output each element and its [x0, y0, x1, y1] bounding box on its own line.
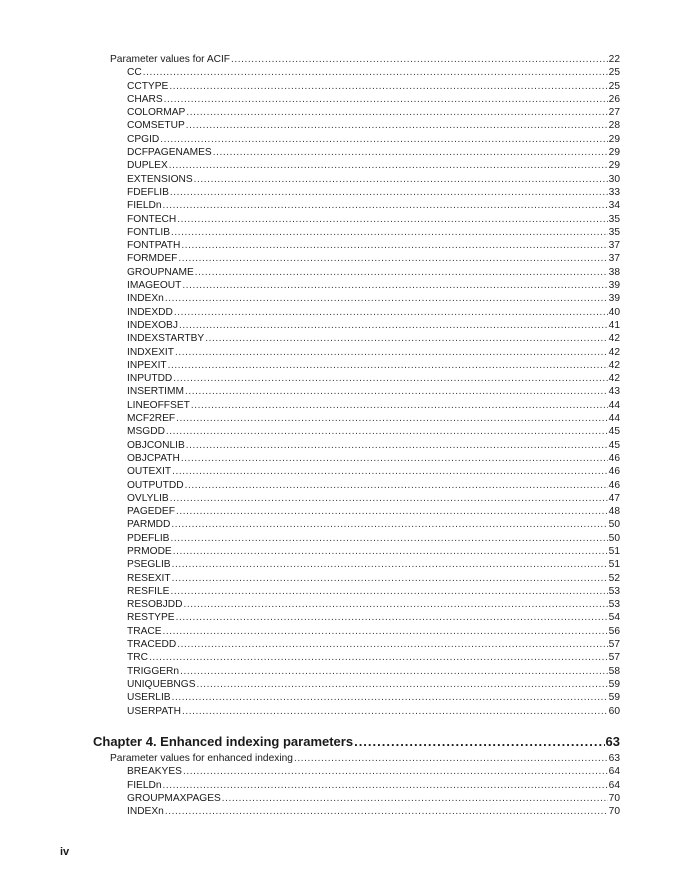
- toc-entry-label: DCFPAGENAMES: [127, 147, 212, 159]
- toc-entry[interactable]: [110, 133, 620, 146]
- toc-entry[interactable]: [110, 705, 620, 718]
- toc-entry[interactable]: [110, 625, 620, 638]
- toc-entry-label: RESOBJDD: [127, 599, 183, 611]
- toc-entry-page: 53: [608, 599, 620, 611]
- dot-leader: [197, 678, 608, 691]
- dot-leader: [149, 651, 608, 664]
- toc-entry[interactable]: [110, 518, 620, 531]
- dot-leader: [177, 213, 607, 226]
- toc-entry[interactable]: [110, 146, 620, 159]
- chapter-title: Chapter 4. Enhanced indexing parameters: [93, 734, 354, 749]
- toc-entry-page: 44: [608, 399, 620, 411]
- toc-entry-label: FONTECH: [127, 213, 177, 225]
- toc-entry-label: CHARS: [127, 93, 163, 105]
- toc-entry-page: 64: [608, 779, 620, 791]
- dot-leader: [191, 399, 608, 412]
- dot-leader: [163, 199, 608, 212]
- dot-leader: [183, 598, 607, 611]
- toc-entry-page: 37: [608, 240, 620, 252]
- toc-entry-label: OUTEXIT: [127, 466, 172, 478]
- toc-entry-page: 53: [608, 585, 620, 597]
- toc-entry[interactable]: [110, 292, 620, 305]
- toc-entry-label: CCTYPE: [127, 80, 169, 92]
- toc-entry[interactable]: [110, 80, 620, 93]
- toc-entry[interactable]: [110, 532, 620, 545]
- toc-entry[interactable]: [110, 558, 620, 571]
- toc-entry[interactable]: [110, 598, 620, 611]
- toc-entry-label: OBJCONLIB: [127, 439, 185, 451]
- toc-entry-page: 34: [608, 200, 620, 212]
- dot-leader: [222, 792, 608, 805]
- toc-entry-label: CC: [127, 67, 142, 79]
- toc-entry-label: PRMODE: [127, 545, 172, 557]
- toc-entry-page: 57: [608, 652, 620, 664]
- dot-leader: [176, 412, 608, 425]
- toc-entry-label: OUTPUTDD: [127, 479, 184, 491]
- toc-entry-page: 45: [608, 426, 620, 438]
- toc-entry-page: 37: [608, 253, 620, 265]
- toc-entry-page: 29: [608, 133, 620, 145]
- toc-entry[interactable]: [110, 779, 620, 792]
- toc-entry-label: USERLIB: [127, 692, 171, 704]
- toc-entry-page: 50: [608, 532, 620, 544]
- dot-leader: [185, 479, 608, 492]
- toc-entry[interactable]: [110, 119, 620, 132]
- toc-entry-label: FONTLIB: [127, 226, 171, 238]
- toc-section-heading[interactable]: [110, 53, 620, 66]
- toc-entry-page: 42: [608, 346, 620, 358]
- toc-entry-label: INDEXSTARTBY: [127, 333, 205, 345]
- toc-entry[interactable]: [110, 452, 620, 465]
- toc-entry[interactable]: [110, 66, 620, 79]
- toc-entry-label: COMSETUP: [127, 120, 185, 132]
- toc-entry-page: 48: [608, 506, 620, 518]
- dot-leader: [174, 306, 608, 319]
- toc-entry-page: 30: [608, 173, 620, 185]
- toc-entry-label: RESTYPE: [127, 612, 175, 624]
- dot-leader: [171, 518, 607, 531]
- toc-entry-page: 51: [608, 559, 620, 571]
- dot-leader: [160, 133, 607, 146]
- toc-entry-page: 45: [608, 439, 620, 451]
- toc-entry-label: GROUPMAXPAGES: [127, 792, 221, 804]
- toc-entry-label: INSERTIMM: [127, 386, 184, 398]
- toc-entry[interactable]: [110, 399, 620, 412]
- toc-entry-page: 51: [608, 545, 620, 557]
- toc-entry-page: 29: [608, 147, 620, 159]
- dot-leader: [294, 752, 608, 765]
- toc-entry-label: DUPLEX: [127, 160, 168, 172]
- dot-leader: [172, 465, 608, 478]
- dot-leader: [169, 80, 607, 93]
- toc-entry-page: 57: [608, 639, 620, 651]
- toc-entry-page: 43: [608, 386, 620, 398]
- toc-entry[interactable]: [110, 492, 620, 505]
- dot-leader: [173, 372, 607, 385]
- dot-leader: [181, 452, 608, 465]
- toc-entry[interactable]: [110, 792, 620, 805]
- toc-entry[interactable]: [110, 372, 620, 385]
- toc-entry[interactable]: [110, 439, 620, 452]
- toc-entry-page: 38: [608, 266, 620, 278]
- toc-entry[interactable]: [110, 425, 620, 438]
- toc-entry-label: FIELDn: [127, 200, 162, 212]
- toc-entry-label: MSGDD: [127, 426, 165, 438]
- toc-entry-label: PARMDD: [127, 519, 171, 531]
- toc-entry[interactable]: [110, 479, 620, 492]
- toc-entry-page: 64: [608, 766, 620, 778]
- toc-entry-label: RESFILE: [127, 585, 170, 597]
- dot-leader: [172, 572, 608, 585]
- toc-entry[interactable]: [110, 279, 620, 292]
- dot-leader: [185, 385, 608, 398]
- page-number: iv: [60, 846, 70, 858]
- dot-leader: [175, 346, 608, 359]
- toc-entry-label: TRC: [127, 652, 148, 664]
- toc-entry-page: 46: [608, 466, 620, 478]
- toc-entry[interactable]: [110, 572, 620, 585]
- toc-entry[interactable]: [110, 159, 620, 172]
- toc-entry[interactable]: [110, 359, 620, 372]
- dot-leader: [170, 186, 608, 199]
- dot-leader: [173, 545, 608, 558]
- toc-entry[interactable]: [110, 638, 620, 651]
- toc-entry-page: 39: [608, 280, 620, 292]
- toc-entry[interactable]: [110, 332, 620, 345]
- dot-leader: [195, 266, 608, 279]
- toc-entry[interactable]: [110, 665, 620, 678]
- dot-leader: [181, 239, 607, 252]
- toc-entry-label: CPGID: [127, 133, 160, 145]
- toc-entry-page: 56: [608, 625, 620, 637]
- dot-leader: [170, 492, 608, 505]
- toc-entry-page: 63: [608, 753, 620, 764]
- toc-entry-label: MCF2REF: [127, 413, 176, 425]
- toc-entry[interactable]: [110, 346, 620, 359]
- toc-entry-page: 47: [608, 492, 620, 504]
- dot-leader: [186, 106, 607, 119]
- toc-entry-label: EXTENSIONS: [127, 173, 193, 185]
- toc-entry-label: PDEFLIB: [127, 532, 170, 544]
- dot-leader: [165, 292, 608, 305]
- toc-entry[interactable]: [110, 173, 620, 186]
- toc-entry-page: 33: [608, 186, 620, 198]
- toc-entry-page: 46: [608, 479, 620, 491]
- toc-entry-page: 40: [608, 306, 620, 318]
- toc-chapter-4: [93, 731, 620, 818]
- toc-entry-page: 29: [608, 160, 620, 172]
- dot-leader: [182, 279, 607, 292]
- toc-entry-page: 28: [608, 120, 620, 132]
- toc-entry-label: INDEXn: [127, 806, 164, 818]
- toc-entry[interactable]: [110, 319, 620, 332]
- toc-entry-label: INDXEXIT: [127, 346, 174, 358]
- toc-entry[interactable]: [110, 226, 620, 239]
- toc-entry[interactable]: [110, 465, 620, 478]
- toc-entry-label: FORMDEF: [127, 253, 178, 265]
- toc-entry-page: 70: [608, 806, 620, 818]
- dot-leader: [205, 332, 607, 345]
- dot-leader: [177, 638, 607, 651]
- toc-entry[interactable]: [110, 678, 620, 691]
- toc-entry-label: OBJCPATH: [127, 452, 180, 464]
- dot-leader: [179, 319, 608, 332]
- chapter-page: 63: [605, 734, 620, 749]
- dot-leader: [180, 665, 608, 678]
- toc-entry-label: INDEXn: [127, 293, 164, 305]
- toc-entry-label: GROUPNAME: [127, 266, 194, 278]
- toc-entry[interactable]: [110, 213, 620, 226]
- toc-entry-page: 59: [608, 678, 620, 690]
- toc-entry-label: Parameter values for enhanced indexing: [110, 753, 293, 764]
- toc-entry-page: 54: [608, 612, 620, 624]
- toc-entry[interactable]: [110, 412, 620, 425]
- toc-entry[interactable]: [110, 385, 620, 398]
- toc-entry-label: TRACEDD: [127, 639, 177, 651]
- dot-leader: [172, 558, 608, 571]
- dot-leader: [166, 425, 608, 438]
- toc-entry-page: 59: [608, 692, 620, 704]
- toc-entry-page: 39: [608, 293, 620, 305]
- toc-entry-page: 25: [608, 80, 620, 92]
- toc-entry-page: 41: [608, 319, 620, 331]
- dot-leader: [143, 66, 608, 79]
- dot-leader: [164, 93, 608, 106]
- toc-entry-label: INPUTDD: [127, 373, 173, 385]
- toc-entry-label: INDEXOBJ: [127, 319, 178, 331]
- toc-entry-label: RESEXIT: [127, 572, 171, 584]
- dot-leader: [168, 359, 608, 372]
- toc-entry-label: BREAKYES: [127, 766, 182, 778]
- toc-entry[interactable]: [110, 651, 620, 664]
- toc-entry-label: INDEXDD: [127, 306, 173, 318]
- toc-entry-label: TRIGGERn: [127, 665, 180, 677]
- toc-entry-page: 27: [608, 107, 620, 119]
- toc-entry-page: 42: [608, 333, 620, 345]
- dot-leader: [170, 585, 607, 598]
- dot-leader: [183, 765, 608, 778]
- toc-entry-page: 46: [608, 452, 620, 464]
- toc-entry-label: INPEXIT: [127, 359, 167, 371]
- toc-entry[interactable]: [110, 306, 620, 319]
- toc-entry[interactable]: [110, 765, 620, 778]
- toc-entry-label: IMAGEOUT: [127, 280, 182, 292]
- toc-entry-page: 22: [608, 54, 620, 65]
- toc-entry-label: PAGEDEF: [127, 506, 175, 518]
- dot-leader: [182, 705, 608, 718]
- toc-entry-label: FIELDn: [127, 779, 162, 791]
- toc-entry-page: 42: [608, 373, 620, 385]
- toc-entry-page: 52: [608, 572, 620, 584]
- dot-leader: [213, 146, 608, 159]
- toc-entry-label: PSEGLIB: [127, 559, 171, 571]
- dot-leader: [171, 226, 608, 239]
- toc-entry[interactable]: [110, 93, 620, 106]
- toc-entry-label: TRACE: [127, 625, 162, 637]
- toc-section-heading[interactable]: [93, 752, 620, 765]
- toc-entry-page: 35: [608, 213, 620, 225]
- toc-entry-label: UNIQUEBNGS: [127, 678, 196, 690]
- toc-entry[interactable]: [110, 611, 620, 624]
- dot-leader: [354, 731, 604, 752]
- toc-entry-page: 26: [608, 93, 620, 105]
- toc-entry[interactable]: [110, 585, 620, 598]
- dot-leader: [172, 691, 608, 704]
- toc-acif-section: [110, 53, 620, 718]
- toc-entry[interactable]: [110, 266, 620, 279]
- toc-entry-label: OVLYLIB: [127, 492, 169, 504]
- dot-leader: [163, 625, 608, 638]
- toc-entry-label: COLORMAP: [127, 107, 186, 119]
- toc-entry[interactable]: [110, 691, 620, 704]
- toc-entry[interactable]: [110, 545, 620, 558]
- toc-entry-label: FDEFLIB: [127, 186, 169, 198]
- dot-leader: [170, 532, 607, 545]
- dot-leader: [176, 505, 608, 518]
- toc-entry[interactable]: [110, 199, 620, 212]
- toc-entry-page: 50: [608, 519, 620, 531]
- toc-entry-page: 42: [608, 359, 620, 371]
- toc-entry-page: 25: [608, 67, 620, 79]
- dot-leader: [169, 159, 608, 172]
- toc-entry[interactable]: [110, 106, 620, 119]
- toc-entry-page: 70: [608, 792, 620, 804]
- toc-chapter-heading[interactable]: [93, 731, 620, 752]
- toc-entry[interactable]: [110, 239, 620, 252]
- toc-entry[interactable]: [110, 805, 620, 818]
- toc-entry-label: FONTPATH: [127, 240, 181, 252]
- toc-entry-page: 44: [608, 413, 620, 425]
- toc-entry-page: 60: [608, 705, 620, 717]
- toc-entry[interactable]: [110, 505, 620, 518]
- dot-leader: [178, 252, 607, 265]
- toc-entry-label: LINEOFFSET: [127, 399, 190, 411]
- toc-entry-label: USERPATH: [127, 705, 181, 717]
- toc-entry-page: 35: [608, 226, 620, 238]
- dot-leader: [186, 439, 608, 452]
- dot-leader: [231, 53, 608, 66]
- dot-leader: [194, 173, 608, 186]
- dot-leader: [163, 779, 608, 792]
- toc-entry-label: Parameter values for ACIF: [110, 54, 231, 65]
- dot-leader: [165, 805, 608, 818]
- toc-entry-page: 58: [608, 665, 620, 677]
- dot-leader: [176, 611, 608, 624]
- toc-entry[interactable]: [110, 186, 620, 199]
- toc-entry[interactable]: [110, 252, 620, 265]
- dot-leader: [186, 119, 608, 132]
